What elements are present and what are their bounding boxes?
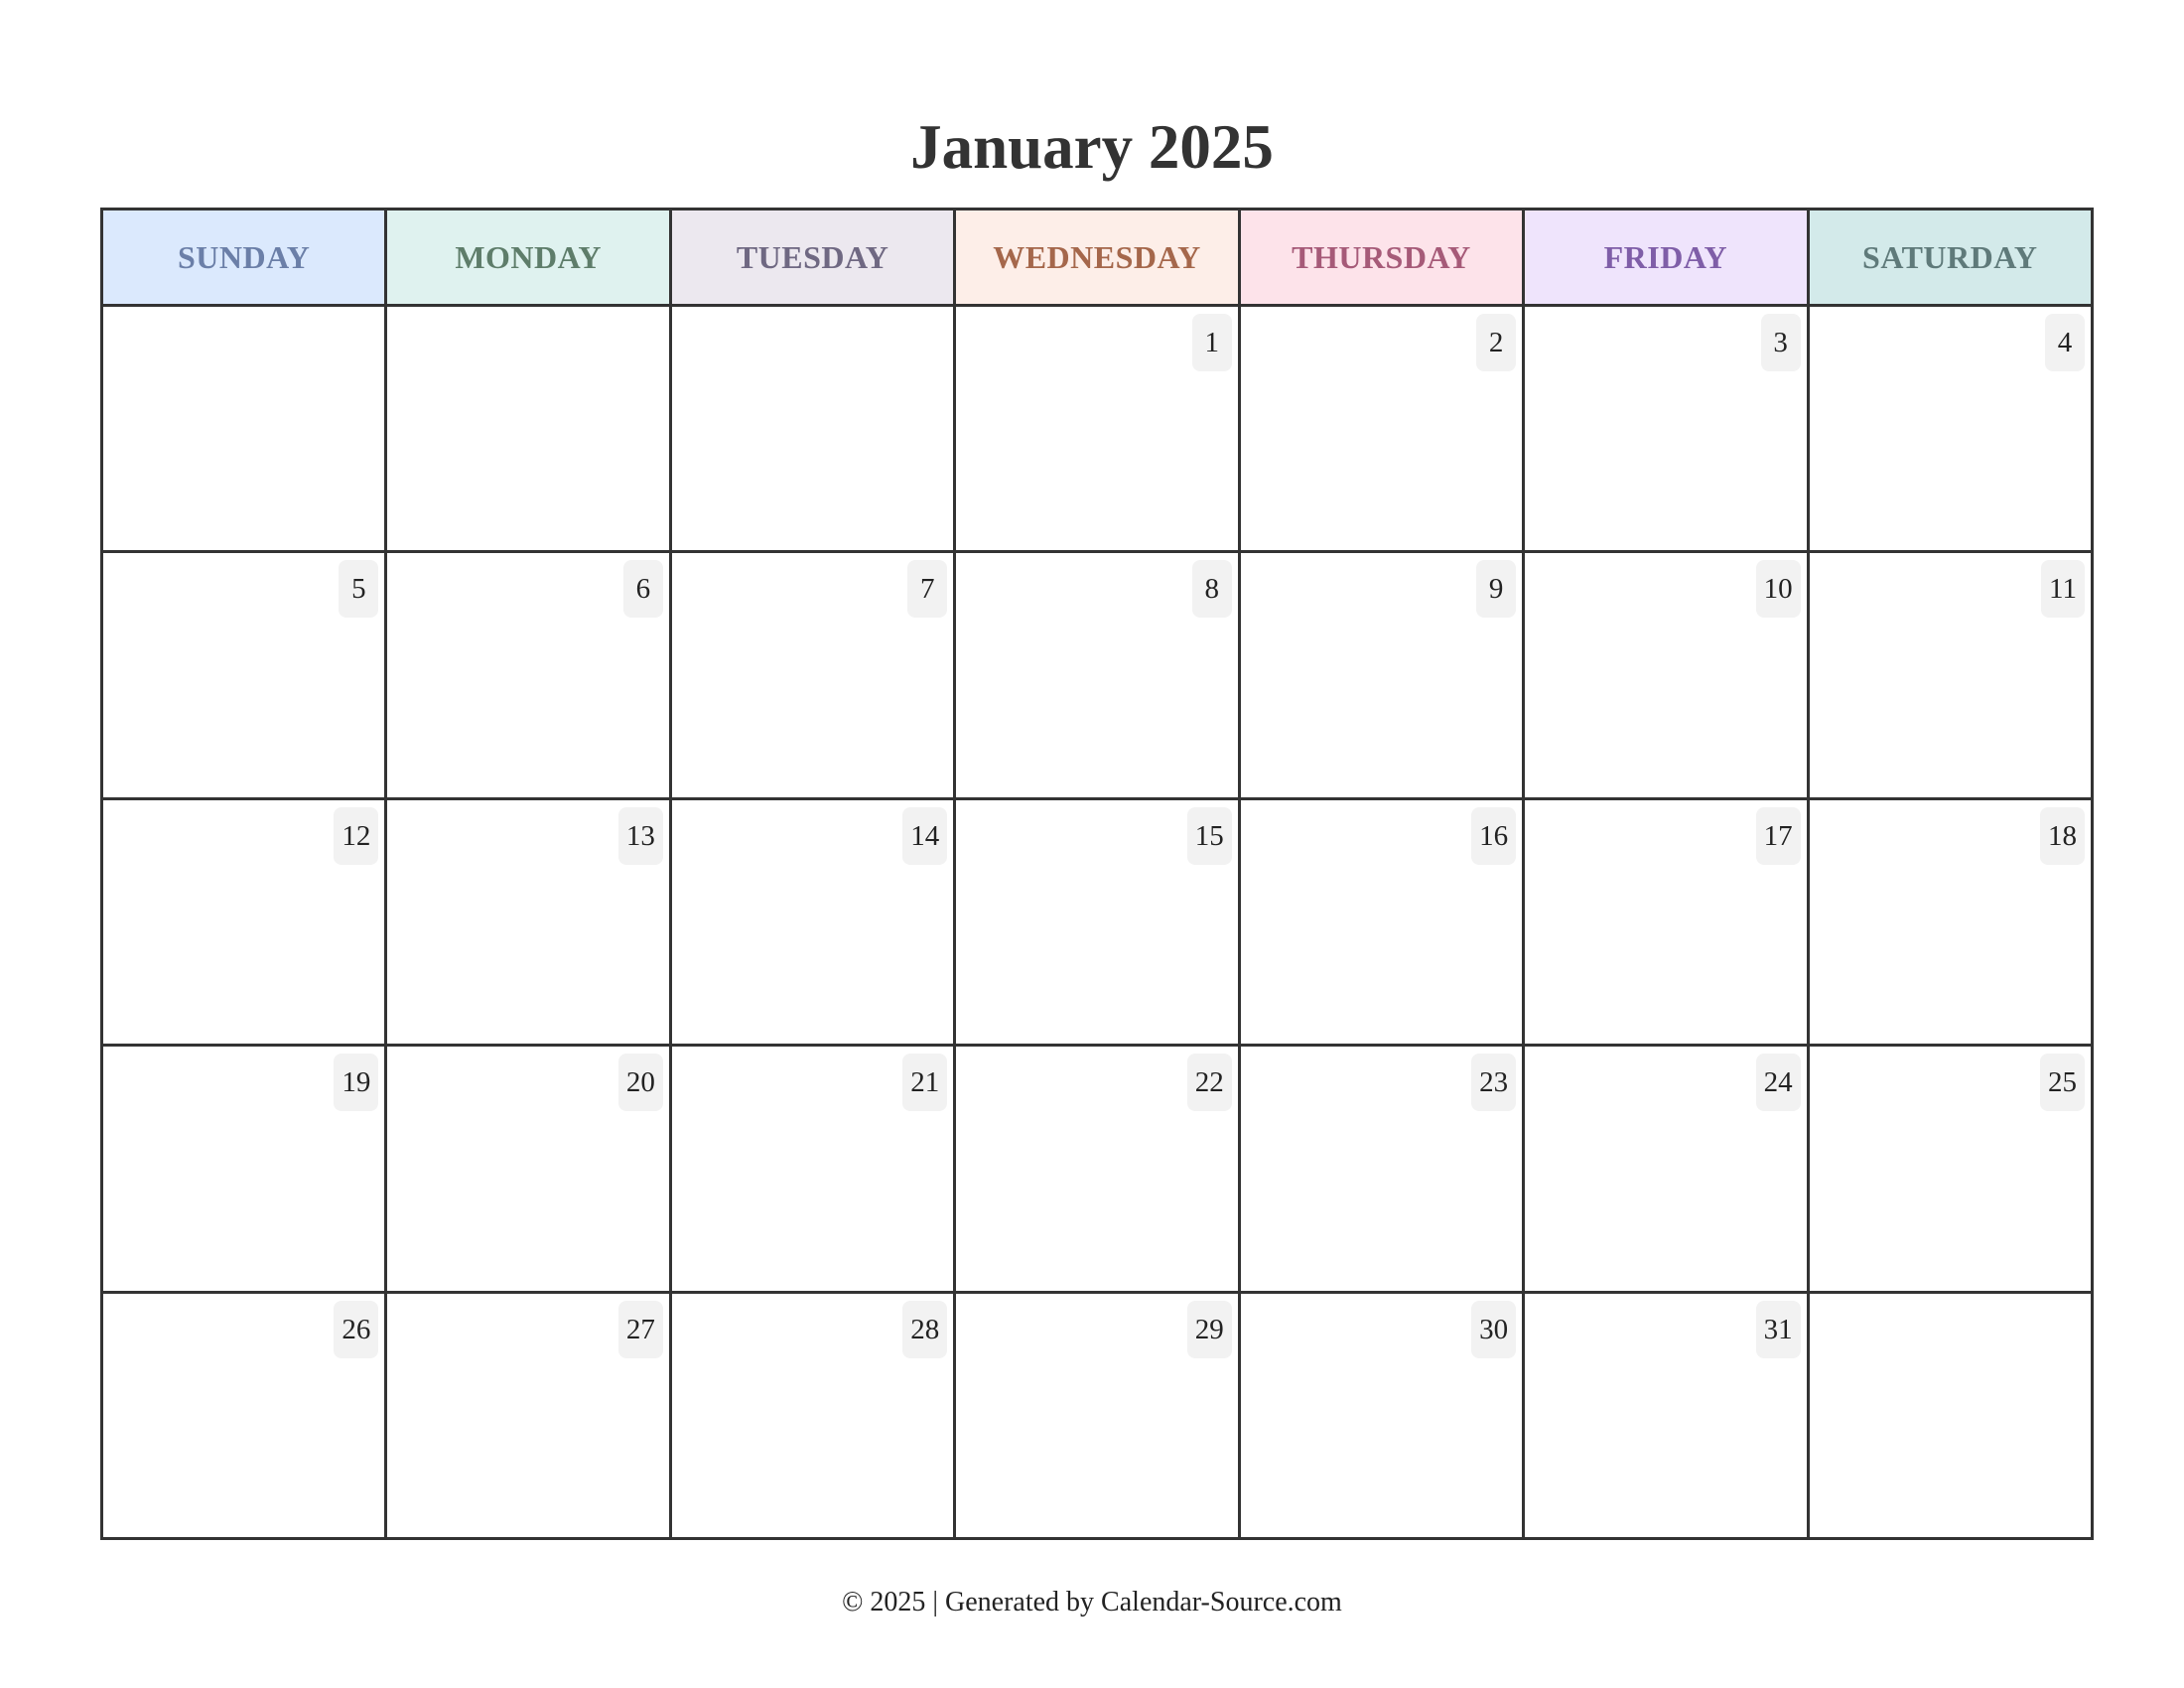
date-number: 21 — [902, 1054, 947, 1111]
day-cell — [956, 1294, 1240, 1540]
day-cell — [1810, 1047, 2094, 1293]
weekday-header-friday: FRIDAY — [1525, 211, 1809, 307]
day-cell — [103, 307, 387, 553]
date-number: 7 — [907, 560, 947, 618]
day-cell — [956, 1047, 1240, 1293]
date-number: 9 — [1476, 560, 1516, 618]
date-number: 14 — [902, 807, 947, 865]
date-number: 4 — [2045, 314, 2085, 371]
day-cell — [387, 553, 671, 799]
day-cell — [103, 1294, 387, 1540]
day-cell — [1810, 307, 2094, 553]
day-cell — [387, 800, 671, 1047]
date-number: 31 — [1756, 1301, 1801, 1358]
date-number: 5 — [339, 560, 378, 618]
weekday-header-thursday: THURSDAY — [1241, 211, 1525, 307]
date-number: 13 — [618, 807, 663, 865]
date-number: 25 — [2040, 1054, 2085, 1111]
date-number: 24 — [1756, 1054, 1801, 1111]
day-cell — [103, 553, 387, 799]
day-cell — [672, 1047, 956, 1293]
day-cell — [1810, 800, 2094, 1047]
date-number: 15 — [1187, 807, 1232, 865]
day-cell — [1241, 800, 1525, 1047]
day-cell — [1525, 307, 1809, 553]
date-number: 29 — [1187, 1301, 1232, 1358]
date-number: 23 — [1471, 1054, 1516, 1111]
day-cell — [1241, 307, 1525, 553]
weekday-header-saturday: SATURDAY — [1810, 211, 2094, 307]
day-cell — [672, 800, 956, 1047]
date-number: 28 — [902, 1301, 947, 1358]
day-cell — [1525, 800, 1809, 1047]
day-cell — [1241, 1047, 1525, 1293]
day-cell — [1241, 1294, 1525, 1540]
day-cell — [672, 1294, 956, 1540]
date-number: 17 — [1756, 807, 1801, 865]
day-cell — [956, 307, 1240, 553]
date-number: 12 — [334, 807, 378, 865]
day-cell — [1810, 1294, 2094, 1540]
day-cell — [387, 307, 671, 553]
weekday-header-monday: MONDAY — [387, 211, 671, 307]
day-cell — [1525, 1294, 1809, 1540]
date-number: 26 — [334, 1301, 378, 1358]
day-cell — [103, 800, 387, 1047]
date-number: 22 — [1187, 1054, 1232, 1111]
day-cell — [1810, 553, 2094, 799]
weekday-header-tuesday: TUESDAY — [672, 211, 956, 307]
day-cell — [672, 307, 956, 553]
calendar-grid — [100, 208, 2094, 1540]
date-number: 27 — [618, 1301, 663, 1358]
date-number: 20 — [618, 1054, 663, 1111]
day-cell — [672, 553, 956, 799]
day-cell — [387, 1294, 671, 1540]
date-number: 2 — [1476, 314, 1516, 371]
day-cell — [956, 553, 1240, 799]
footer-text: © 2025 | Generated by Calendar-Source.com — [842, 1587, 1342, 1618]
date-number: 10 — [1756, 560, 1801, 618]
date-number: 8 — [1192, 560, 1232, 618]
day-cell — [1241, 553, 1525, 799]
date-number: 3 — [1761, 314, 1801, 371]
date-number: 19 — [334, 1054, 378, 1111]
date-number: 18 — [2040, 807, 2085, 865]
date-number: 30 — [1471, 1301, 1516, 1358]
day-cell — [1525, 553, 1809, 799]
date-number: 1 — [1192, 314, 1232, 371]
date-number: 16 — [1471, 807, 1516, 865]
weekday-header-sunday: SUNDAY — [103, 211, 387, 307]
date-number: 6 — [623, 560, 663, 618]
day-cell — [103, 1047, 387, 1293]
day-cell — [956, 800, 1240, 1047]
day-cell — [387, 1047, 671, 1293]
day-cell — [1525, 1047, 1809, 1293]
date-number: 11 — [2041, 560, 2085, 618]
calendar-title: January 2025 — [910, 112, 1274, 182]
weekday-header-wednesday: WEDNESDAY — [956, 211, 1240, 307]
